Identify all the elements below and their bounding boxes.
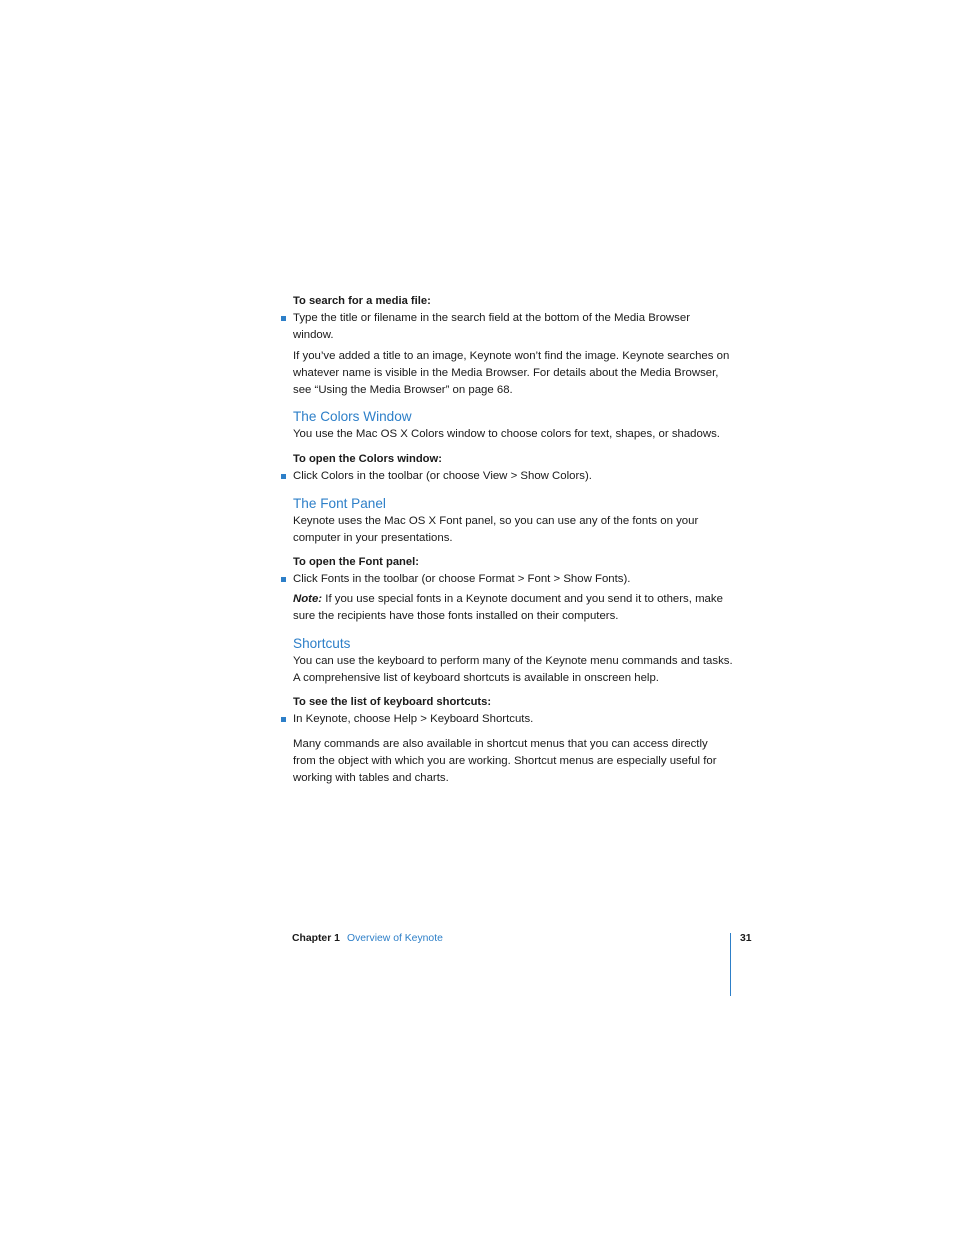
colors-bullet	[293, 468, 733, 485]
shortcuts-paragraph-2: Many commands are also available in shortcut menus that you can access directly from the object with which you are working. Shortcut menus are especially useful for working with tables and charts.	[293, 738, 717, 784]
footer-divider	[730, 933, 731, 996]
note-label: Note:	[293, 593, 323, 605]
colors-paragraph: You use the Mac OS X Colors window to choose colors for text, shapes, or shadows.	[293, 428, 720, 440]
footer-chapter: Chapter 1	[292, 933, 340, 944]
bullet-square-icon	[281, 474, 286, 479]
bullet-square-icon	[281, 717, 286, 722]
bullet-square-icon	[281, 577, 286, 582]
font-bullet-text: Click Fonts in the toolbar (or choose Format > Font > Show Fonts).	[293, 573, 631, 585]
shortcuts-heading: Shortcuts	[293, 636, 351, 651]
search-paragraph: If you’ve added a title to an image, Keynote won’t find the image. Keynote searches on whatever name is visible in the Media Browser. For details about the Media Browser, see “Using the Media Browser” on page 68.	[293, 350, 730, 396]
shortcuts-paragraph: You can use the keyboard to perform many of the Keynote menu commands and tasks. A comprehensive list of keyboard shortcuts is available in onscreen help.	[293, 655, 733, 684]
footer-chapter-title: Overview of Keynote	[347, 933, 443, 944]
font-note	[293, 591, 733, 625]
bullet-square-icon	[281, 316, 286, 321]
shortcuts-bullet-text: In Keynote, choose Help > Keyboard Shortcuts.	[293, 713, 534, 725]
font-bullet	[293, 571, 733, 588]
shortcuts-bullet	[293, 711, 733, 728]
colors-heading: The Colors Window	[293, 409, 412, 424]
search-bullet	[293, 310, 733, 344]
colors-bullet-text: Click Colors in the toolbar (or choose View > Show Colors).	[293, 470, 592, 482]
note-text: If you use special fonts in a Keynote document and you send it to others, make sure the recipients have those fonts installed on their computers.	[293, 593, 723, 622]
colors-lead: To open the Colors window:	[293, 453, 442, 465]
font-lead: To open the Font panel:	[293, 556, 419, 568]
shortcuts-lead: To see the list of keyboard shortcuts:	[293, 696, 492, 708]
search-lead: To search for a media file:	[293, 295, 431, 307]
font-heading: The Font Panel	[293, 496, 386, 511]
page-content	[293, 293, 733, 787]
font-paragraph: Keynote uses the Mac OS X Font panel, so you can use any of the fonts on your computer in your presentations.	[293, 515, 699, 544]
page-number: 31	[740, 933, 752, 944]
search-bullet-text: Type the title or filename in the search field at the bottom of the Media Browser window.	[293, 312, 690, 341]
